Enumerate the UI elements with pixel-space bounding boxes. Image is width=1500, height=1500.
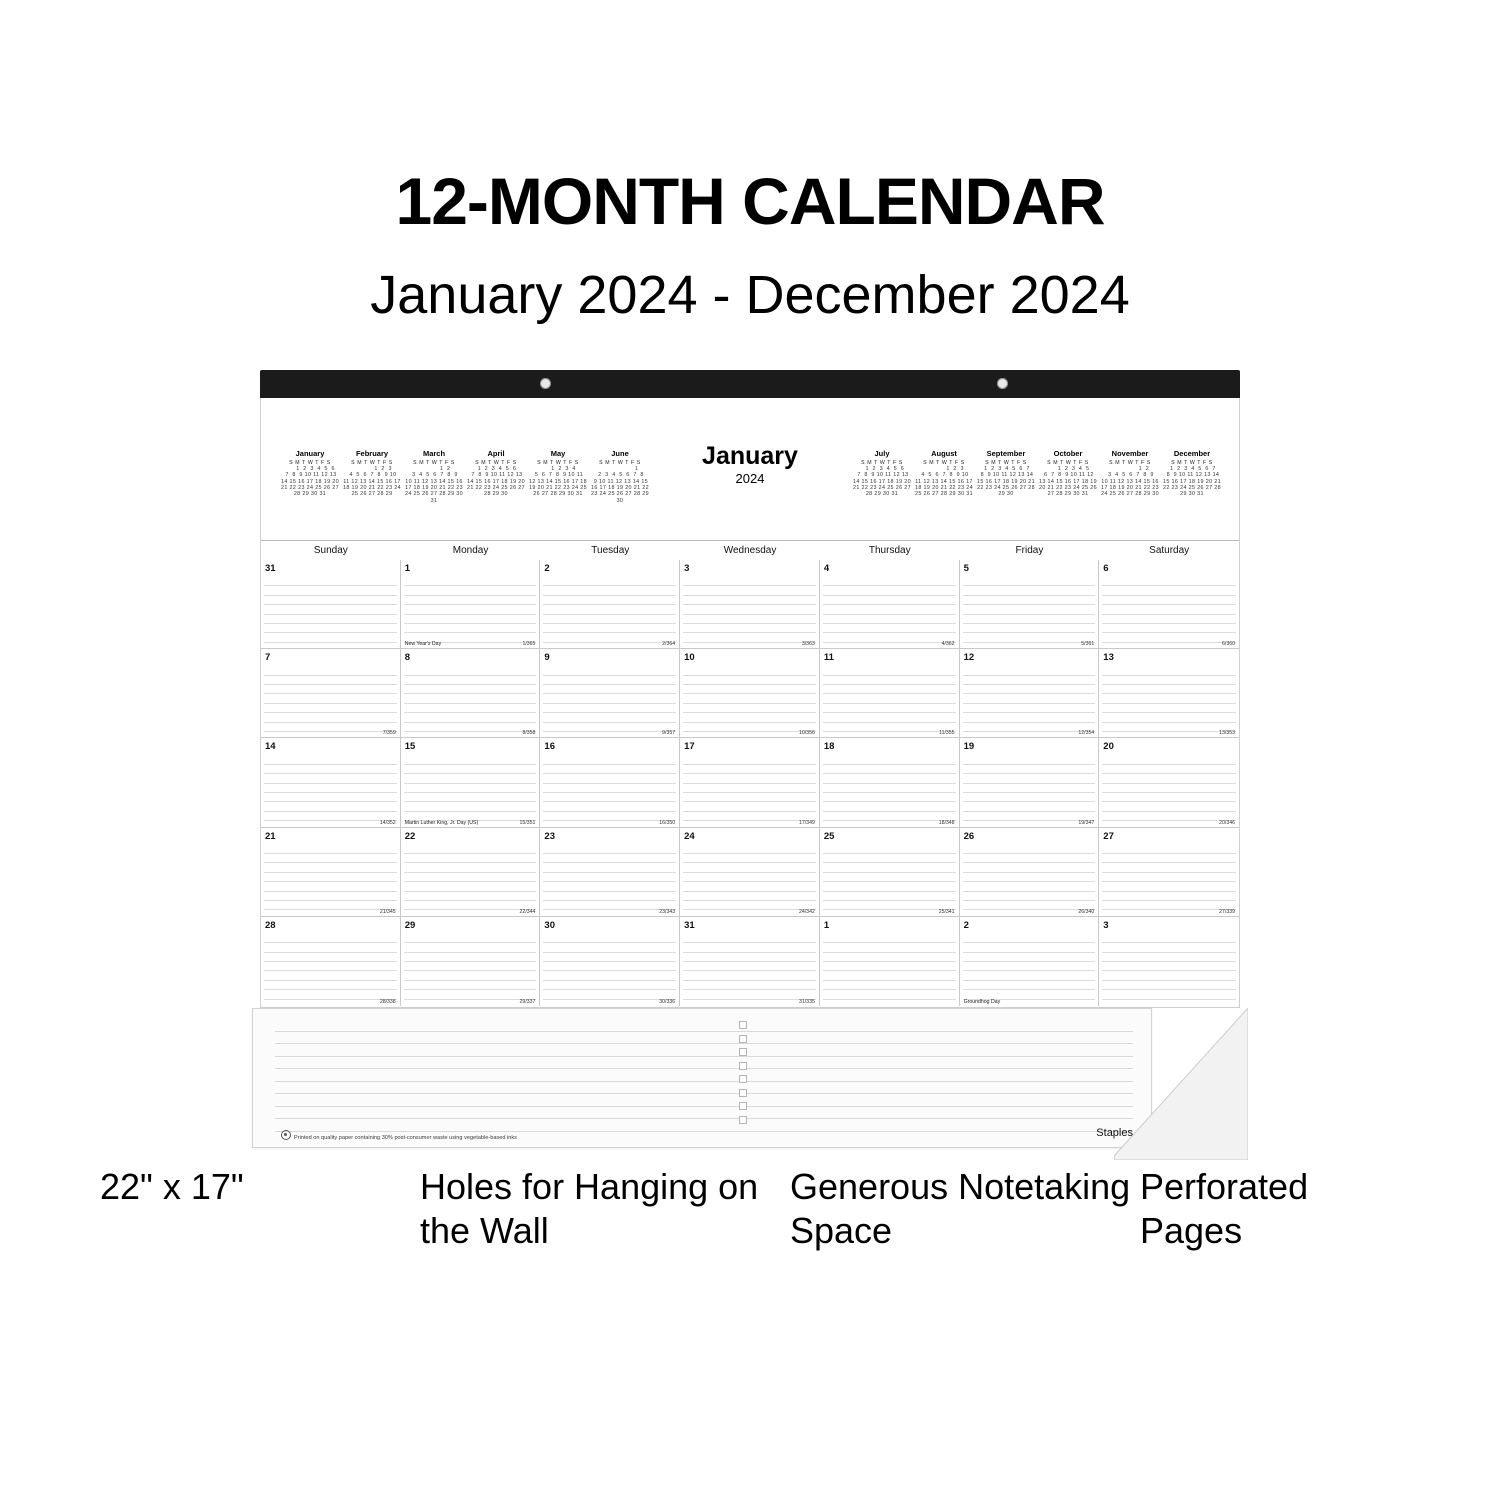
mini-month-weekdays: S M T W T F S — [351, 459, 393, 466]
mini-month-week: 7 8 9 10 11 12 13 — [283, 472, 337, 479]
mini-month-weekdays: S M T W T F S — [1047, 459, 1089, 466]
weekday-label: Friday — [1015, 545, 1044, 556]
feature-notetaking: Generous Notetaking Space — [790, 1166, 1131, 1251]
julian-date-label: 6/360 — [1222, 641, 1235, 648]
weekday-label: Sunday — [313, 545, 348, 556]
mini-month-name: May — [550, 449, 566, 458]
julian-date-label: 29/337 — [519, 998, 536, 1005]
day-number: 30 — [544, 919, 555, 931]
day-number: 11 — [823, 652, 834, 664]
weekday-header-row — [261, 540, 1239, 562]
julian-date-label: 28/338 — [379, 998, 396, 1005]
mini-month-week: 1 2 3 4 5 6 — [285, 465, 335, 472]
mini-month-weekdays: S M T W T F S — [599, 459, 641, 466]
mini-month-name: June — [611, 449, 629, 458]
day-ruled-lines — [543, 845, 676, 904]
day-ruled-lines — [543, 666, 676, 725]
mini-month-week: 22 23 24 25 26 27 28 — [977, 485, 1035, 492]
weekday-label: Wednesday — [723, 545, 777, 556]
mini-month-week: 1 2 3 4 5 6 — [859, 465, 905, 472]
mini-month-week: 31 — [430, 497, 438, 504]
mini-month-weekdays: S M T W T F S — [289, 459, 331, 466]
mini-month-week: 28 29 30 — [484, 491, 508, 498]
mini-month-week: 11 12 13 14 15 16 17 — [915, 478, 973, 485]
mini-month-week: 15 16 17 18 19 20 21 — [977, 478, 1035, 485]
mini-month-week: 18 19 20 21 22 23 24 — [343, 485, 401, 492]
calendar-day-cell[interactable] — [960, 560, 1100, 649]
weekday-label: Saturday — [1149, 545, 1190, 556]
day-ruled-lines — [264, 934, 397, 994]
day-number: 28 — [265, 919, 276, 931]
day-ruled-lines — [823, 577, 956, 636]
julian-date-label: 27/339 — [1219, 908, 1235, 915]
mini-month-weekdays: S M T W T F S — [985, 459, 1027, 466]
day-ruled-lines — [264, 577, 397, 636]
page-title: 12-MONTH CALENDAR — [395, 164, 1105, 238]
notes-sheet — [252, 1008, 1152, 1148]
calendar-day-cell[interactable] — [820, 828, 960, 917]
mini-month-name: July — [874, 449, 890, 458]
calendar-day-cell[interactable] — [680, 828, 820, 917]
julian-date-label: 8/358 — [522, 730, 536, 737]
day-number: 25 — [823, 830, 835, 842]
day-ruled-lines — [683, 666, 816, 725]
mini-month-weekdays: S M T W T F S — [861, 459, 903, 466]
julian-date-label: 3/363 — [801, 641, 815, 648]
mini-month-week: 21 22 23 24 25 26 27 — [467, 485, 525, 492]
calendar-day-cell[interactable] — [540, 917, 680, 1006]
mini-month-weekdays: S M T W T F S — [923, 459, 965, 466]
mini-month-week: 1 2 3 4 — [540, 465, 576, 472]
day-ruled-lines — [963, 666, 1096, 725]
current-month-title — [261, 442, 1239, 492]
day-ruled-lines — [1102, 934, 1236, 994]
mini-month-week: 17 18 19 20 21 22 23 — [405, 485, 463, 492]
day-ruled-lines — [823, 755, 956, 814]
calendar-day-cell[interactable] — [261, 738, 401, 827]
day-ruled-lines — [543, 755, 676, 814]
day-number: 21 — [265, 830, 276, 842]
day-number: 3 — [1103, 919, 1109, 931]
page-corner-fold — [1114, 1008, 1248, 1160]
day-number: 7 — [265, 652, 271, 664]
weekday-label: Thursday — [868, 545, 911, 556]
julian-date-label: 30/336 — [659, 998, 676, 1005]
mini-month-week: 25 26 27 28 29 30 31 — [915, 491, 973, 498]
day-number: 5 — [963, 563, 969, 574]
day-ruled-lines — [963, 845, 1096, 904]
notes-checkbox[interactable] — [739, 1116, 747, 1124]
julian-date-label: 25/341 — [938, 908, 955, 915]
calendar-day-cell[interactable] — [1099, 649, 1239, 738]
mini-month-week: 26 27 28 29 30 31 — [533, 491, 583, 498]
calendar-sheet — [260, 398, 1240, 1008]
calendar-day-cell[interactable] — [820, 738, 960, 827]
day-ruled-lines — [683, 845, 816, 904]
notes-checkbox-column — [739, 1021, 747, 1129]
julian-date-label: 9/357 — [662, 730, 676, 737]
day-ruled-lines — [963, 934, 1096, 994]
mini-month-name: December — [1173, 449, 1211, 458]
calendar-day-cell[interactable] — [680, 649, 820, 738]
day-number: 20 — [1103, 741, 1114, 753]
day-number: 9 — [544, 652, 550, 664]
mini-month-week: 16 17 18 19 20 21 22 — [591, 485, 649, 492]
day-number: 3 — [684, 563, 690, 574]
weekday-label: Tuesday — [591, 545, 630, 556]
day-number: 31 — [265, 563, 276, 574]
mini-month-week: 13 14 15 16 17 18 19 — [1039, 478, 1097, 485]
mini-month-week: 1 2 3 4 5 6 — [475, 465, 517, 472]
day-number: 27 — [1103, 830, 1114, 842]
day-ruled-lines — [404, 577, 537, 636]
corner-fold-icon — [1114, 1008, 1248, 1160]
mini-month-week: 20 21 22 23 24 25 26 — [1039, 485, 1097, 492]
mini-month-week: 14 15 16 17 18 19 20 — [281, 478, 339, 485]
mini-month-week: 4 5 6 7 8 9 10 — [919, 472, 969, 479]
mini-month-weekdays: S M T W T F S — [1171, 459, 1213, 466]
mini-month-week: 22 23 24 25 26 27 28 — [1163, 485, 1221, 492]
mini-month-week: 6 7 8 9 10 11 12 — [1042, 472, 1094, 479]
notes-area — [252, 1008, 1248, 1160]
julian-date-label: 12/354 — [1078, 730, 1095, 737]
day-ruled-lines — [404, 934, 537, 994]
julian-date-label: 15/351 — [519, 819, 536, 826]
mini-month-name: November — [1111, 449, 1149, 458]
day-ruled-lines — [823, 934, 956, 994]
mini-month-name: February — [355, 449, 389, 458]
hanging-hole-right-icon — [997, 378, 1008, 389]
day-ruled-lines — [1102, 845, 1236, 904]
day-number: 17 — [684, 741, 695, 753]
day-ruled-lines — [823, 666, 956, 725]
page-subtitle: January 2024 - December 2024 — [370, 265, 1130, 325]
mini-month-week: 21 22 23 24 25 26 27 — [853, 485, 911, 492]
mini-month-name: January — [295, 449, 325, 458]
eco-text: Printed on quality paper containing 30% post-consumer waste using vegetable-based inks — [294, 1135, 517, 1141]
day-ruled-lines — [404, 755, 537, 814]
calendar-day-cell[interactable] — [960, 828, 1100, 917]
julian-date-label: 21/345 — [379, 908, 396, 915]
day-ruled-lines — [264, 755, 397, 814]
mini-month-week: 1 2 3 — [924, 465, 964, 472]
brand-logo: Staples — [1096, 1127, 1133, 1139]
mini-month-week: 30 — [616, 497, 624, 504]
day-ruled-lines — [963, 755, 1096, 814]
mini-month-week: 27 28 29 30 31 — [1047, 491, 1089, 498]
julian-date-label: 22/344 — [519, 908, 536, 915]
calendar-day-cell[interactable] — [1099, 828, 1239, 917]
holiday-label: Martin Luther King, Jr. Day (US) — [404, 819, 479, 826]
calendar-day-cell[interactable] — [960, 649, 1100, 738]
calendar-day-cell[interactable] — [960, 917, 1100, 1006]
calendar-day-cell[interactable] — [1099, 917, 1239, 1006]
mini-month-week: 11 12 13 14 15 16 17 — [343, 478, 401, 485]
notes-checkbox[interactable] — [739, 1021, 747, 1029]
julian-date-label: 14/352 — [379, 819, 396, 826]
mini-month-week: 1 2 3 4 5 6 7 — [1168, 465, 1216, 472]
day-ruled-lines — [683, 755, 816, 814]
julian-date-label: 11/355 — [939, 730, 955, 737]
month-year: 2024 — [735, 471, 765, 486]
calendar-day-cell[interactable] — [540, 560, 680, 649]
mini-month-name: October — [1053, 449, 1083, 458]
calendar-day-cell[interactable] — [540, 649, 680, 738]
day-number: 23 — [544, 830, 555, 842]
calendar-day-cell[interactable] — [401, 917, 541, 1006]
day-number: 31 — [684, 919, 695, 931]
weekday-label: Monday — [452, 545, 489, 556]
mini-month-week: 14 15 16 17 18 19 20 — [467, 478, 525, 485]
hanging-hole-left-icon — [540, 378, 551, 389]
calendar-day-cell[interactable] — [540, 828, 680, 917]
julian-date-label: 2/364 — [662, 641, 676, 648]
mini-month-name: April — [487, 449, 505, 458]
calendar-day-cell[interactable] — [401, 560, 541, 649]
calendar-day-cell[interactable] — [820, 560, 960, 649]
julian-date-label: 5/361 — [1081, 641, 1095, 648]
calendar-day-cell[interactable] — [680, 738, 820, 827]
day-number: 22 — [404, 830, 416, 842]
day-ruled-lines — [264, 845, 397, 904]
julian-date-label: 4/362 — [941, 641, 955, 648]
calendar-day-cell[interactable] — [820, 649, 960, 738]
day-ruled-lines — [264, 666, 397, 725]
mini-month-week: 1 2 3 4 5 6 7 — [982, 465, 1030, 472]
calendar-day-cell[interactable] — [401, 738, 541, 827]
feature-holes: Holes for Hanging on the Wall — [420, 1166, 759, 1251]
mini-month-week: 23 24 25 26 27 28 29 — [591, 491, 649, 498]
holiday-label: Groundhog Day — [963, 998, 1001, 1005]
calendar-day-cell[interactable] — [261, 649, 401, 738]
day-ruled-lines — [1102, 666, 1236, 725]
mini-month-name: September — [986, 449, 1026, 458]
calendar-day-cell[interactable] — [401, 649, 541, 738]
recycle-icon — [281, 1130, 291, 1140]
month-grid — [261, 560, 1239, 1006]
mini-month-name: August — [931, 449, 957, 458]
desk-calendar-product — [252, 370, 1242, 1160]
mini-month-week: 8 9 10 11 12 13 14 — [978, 472, 1034, 479]
mini-month-week: 1 2 3 4 5 — [1046, 465, 1090, 472]
mini-month-week: 24 25 26 27 28 29 30 — [1101, 491, 1159, 498]
day-number: 4 — [823, 563, 830, 574]
calendar-day-cell[interactable] — [401, 828, 541, 917]
mini-month-week: 1 2 3 — [352, 465, 392, 472]
day-number: 12 — [963, 652, 975, 664]
mini-month-week: 2 3 4 5 6 7 8 — [596, 472, 644, 479]
julian-date-label: 20/346 — [1219, 819, 1235, 826]
julian-date-label: 26/340 — [1078, 908, 1095, 915]
calendar-day-cell[interactable] — [960, 738, 1100, 827]
mini-month-week: 3 4 5 6 7 8 9 — [410, 472, 458, 479]
mini-month-week: 9 10 11 12 13 14 15 — [591, 478, 649, 485]
mini-month-week: 28 29 30 31 — [293, 491, 327, 498]
mini-month-week: 15 16 17 18 19 20 21 — [1163, 478, 1221, 485]
mini-month-week: 1 2 — [1110, 465, 1150, 472]
notes-checkbox[interactable] — [739, 1035, 747, 1043]
day-number: 13 — [1103, 652, 1114, 664]
day-number: 18 — [823, 741, 835, 753]
calendar-day-cell[interactable] — [261, 828, 401, 917]
mini-month-weekdays: S M T W T F S — [413, 459, 455, 466]
mini-month-week: 25 26 27 28 29 — [351, 491, 393, 498]
mini-month-week: 3 4 5 6 7 8 9 — [1106, 472, 1154, 479]
mini-month-week: 10 11 12 13 14 15 16 — [1101, 478, 1159, 485]
mini-month-week: 17 18 19 20 21 22 23 — [1101, 485, 1159, 492]
mini-month-weekdays: S M T W T F S — [537, 459, 579, 466]
feature-size: 22" x 17" — [100, 1166, 244, 1207]
day-number: 1 — [823, 919, 830, 931]
mini-month-week: 8 9 10 11 12 13 14 — [1164, 472, 1220, 479]
calendar-header-bar — [260, 370, 1240, 398]
mini-month-name: March — [422, 449, 446, 458]
julian-date-label: 10/356 — [798, 730, 815, 737]
day-ruled-lines — [1102, 755, 1236, 814]
julian-date-label: 1/365 — [522, 641, 536, 648]
mini-month-week: 5 6 7 8 9 10 11 — [532, 472, 584, 479]
calendar-day-cell[interactable] — [261, 917, 401, 1006]
julian-date-label: 13/353 — [1219, 730, 1235, 737]
mini-month-week: 4 5 6 7 8 9 10 — [347, 472, 397, 479]
day-number: 29 — [404, 919, 416, 931]
day-ruled-lines — [404, 845, 537, 904]
julian-date-label: 18/348 — [938, 819, 955, 826]
mini-month-week: 1 — [601, 465, 639, 472]
mini-month-week: 29 30 — [998, 491, 1014, 498]
day-number: 2 — [963, 919, 969, 931]
day-ruled-lines — [683, 577, 816, 636]
calendar-day-cell[interactable] — [540, 738, 680, 827]
mini-month-week: 29 30 31 — [1180, 491, 1204, 498]
julian-date-label: 23/343 — [659, 908, 676, 915]
mini-month-week: 24 25 26 27 28 29 30 — [405, 491, 463, 498]
mini-month-week: 12 13 14 15 16 17 18 — [529, 478, 587, 485]
feature-perforated: Perforated Pages — [1140, 1166, 1309, 1251]
mini-month-weekdays: S M T W T F S — [475, 459, 517, 466]
day-number: 24 — [684, 830, 695, 842]
mini-month-week: 18 19 20 21 22 23 24 — [915, 485, 973, 492]
julian-date-label: 17/349 — [798, 819, 815, 826]
day-ruled-lines — [683, 934, 816, 994]
notes-checkbox[interactable] — [739, 1048, 747, 1056]
julian-date-label: 7/359 — [382, 730, 396, 737]
calendar-day-cell[interactable] — [820, 917, 960, 1006]
mini-month-week: 7 8 9 10 11 12 13 — [469, 472, 523, 479]
day-ruled-lines — [1102, 577, 1236, 636]
mini-month-week: 7 8 9 10 11 12 13 — [855, 472, 909, 479]
month-name: January — [702, 442, 798, 470]
day-number: 6 — [1103, 563, 1109, 574]
mini-month-week: 19 20 21 22 23 24 25 — [529, 485, 587, 492]
notes-checkbox[interactable] — [739, 1089, 747, 1097]
feature-list — [100, 1165, 1420, 1253]
day-ruled-lines — [543, 577, 676, 636]
day-number: 19 — [963, 741, 975, 753]
day-ruled-lines — [543, 934, 676, 994]
calendar-day-cell[interactable] — [1099, 738, 1239, 827]
day-ruled-lines — [963, 577, 1096, 636]
julian-date-label: 31/335 — [798, 998, 815, 1005]
julian-date-label: 19/347 — [1078, 819, 1095, 826]
calendar-day-cell[interactable] — [680, 560, 820, 649]
mini-month-week: 10 11 12 13 14 15 16 — [405, 478, 463, 485]
day-number: 15 — [404, 741, 416, 753]
julian-date-label: 24/342 — [798, 908, 815, 915]
calendar-day-cell[interactable] — [680, 917, 820, 1006]
day-ruled-lines — [404, 666, 537, 725]
day-number: 2 — [544, 563, 550, 574]
day-ruled-lines — [823, 845, 956, 904]
mini-month-week: 14 15 16 17 18 19 20 — [853, 478, 911, 485]
notes-checkbox[interactable] — [739, 1075, 747, 1083]
julian-date-label: 16/350 — [659, 819, 676, 826]
day-number: 8 — [404, 652, 410, 664]
mini-month-week: 1 2 — [417, 465, 451, 472]
calendar-day-cell[interactable] — [261, 560, 401, 649]
mini-month-week: 21 22 23 24 25 26 27 — [281, 485, 339, 492]
day-number: 1 — [404, 563, 410, 574]
eco-statement — [281, 1130, 517, 1141]
day-number: 26 — [963, 830, 975, 842]
calendar-day-cell[interactable] — [1099, 560, 1239, 649]
day-number: 16 — [544, 741, 555, 753]
mini-month-week: 28 29 30 31 — [865, 491, 899, 498]
notes-checkbox[interactable] — [739, 1102, 747, 1110]
notes-ruled-lines-right — [763, 1019, 1133, 1125]
day-number: 14 — [265, 741, 276, 753]
holiday-label: New Year's Day — [404, 641, 442, 648]
notes-checkbox[interactable] — [739, 1062, 747, 1070]
day-number: 10 — [684, 652, 695, 664]
mini-month-weekdays: S M T W T F S — [1109, 459, 1151, 466]
